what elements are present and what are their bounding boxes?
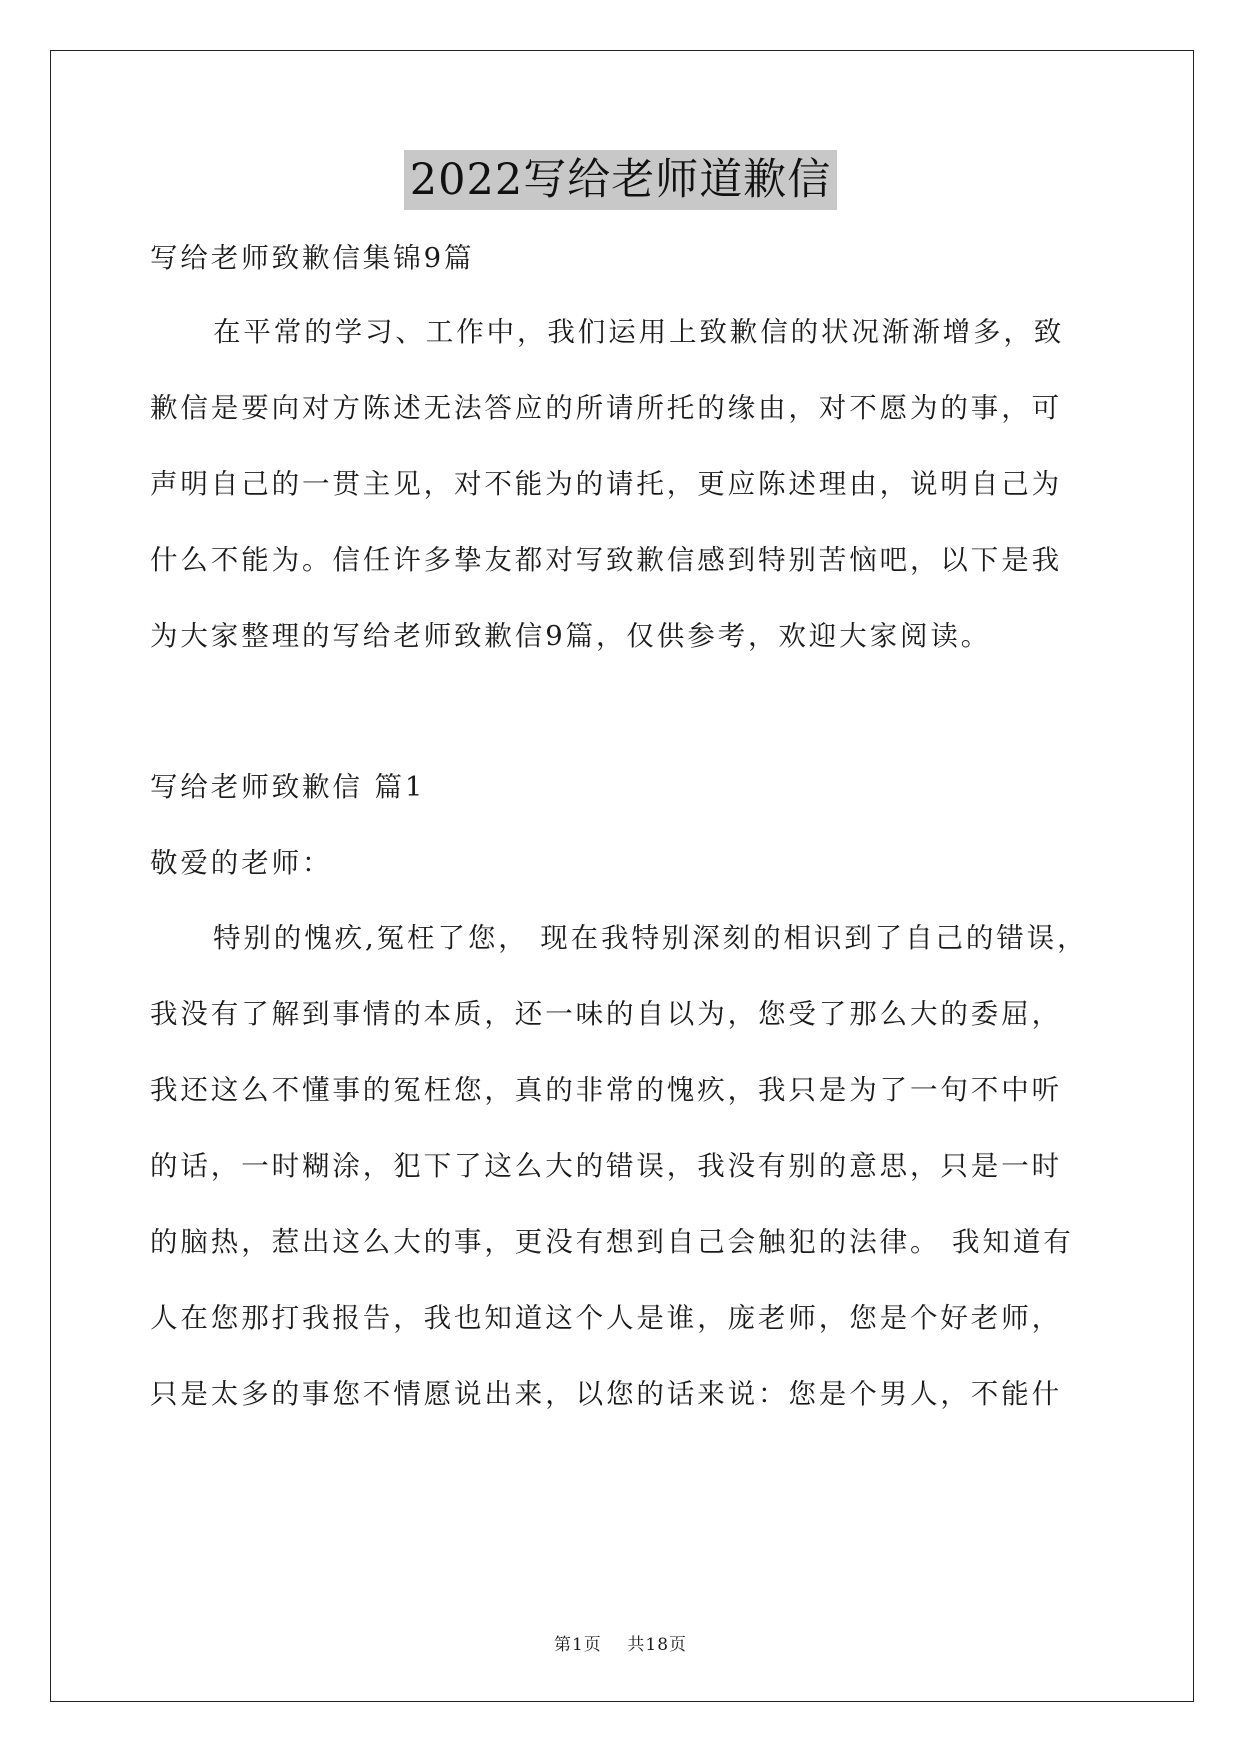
body-line: 我没有了解到事情的本质，还一味的自以为，您受了那么大的委屈， (150, 998, 1062, 1030)
body-line: 特别的愧疚,冤枉了您， 现在我特别深刻的相识到了自己的错误， (213, 922, 1088, 954)
body-line: 只是太多的事您不情愿说出来，以您的话来说：您是个男人，不能什 (150, 1378, 1062, 1410)
page-number: 第1页 (553, 1635, 602, 1655)
intro-line: 在平常的学习、工作中，我们运用上致歉信的状况渐渐增多，致 (213, 316, 1065, 348)
page-footer (0, 1630, 1241, 1655)
intro-line: 什么不能为。信任许多挚友都对写致歉信感到特别苦恼吧，以下是我 (150, 544, 1062, 576)
subtitle: 写给老师致歉信集锦9篇 (150, 242, 475, 274)
intro-line: 声明自己的一贯主见，对不能为的请托，更应陈述理由，说明自己为 (150, 468, 1062, 500)
title-block (0, 150, 1241, 210)
intro-line: 歉信是要向对方陈述无法答应的所请所托的缘由，对不愿为的事，可 (150, 392, 1062, 424)
document-title: 2022写给老师道歉信 (404, 150, 837, 210)
section-heading: 写给老师致歉信 篇1 (150, 771, 426, 803)
body-line: 的话，一时糊涂，犯下了这么大的错误，我没有别的意思，只是一时 (150, 1150, 1062, 1182)
body-line: 我还这么不懂事的冤枉您，真的非常的愧疚，我只是为了一句不中听 (150, 1074, 1062, 1106)
body-line: 的脑热，惹出这么大的事，更没有想到自己会触犯的法律。 我知道有 (150, 1226, 1074, 1258)
page-total: 共18页 (627, 1635, 688, 1655)
intro-line: 为大家整理的写给老师致歉信9篇，仅供参考，欢迎大家阅读。 (150, 620, 992, 652)
salutation: 敬爱的老师： (150, 847, 333, 879)
body-line: 人在您那打我报告，我也知道这个人是谁，庞老师，您是个好老师， (150, 1302, 1062, 1334)
